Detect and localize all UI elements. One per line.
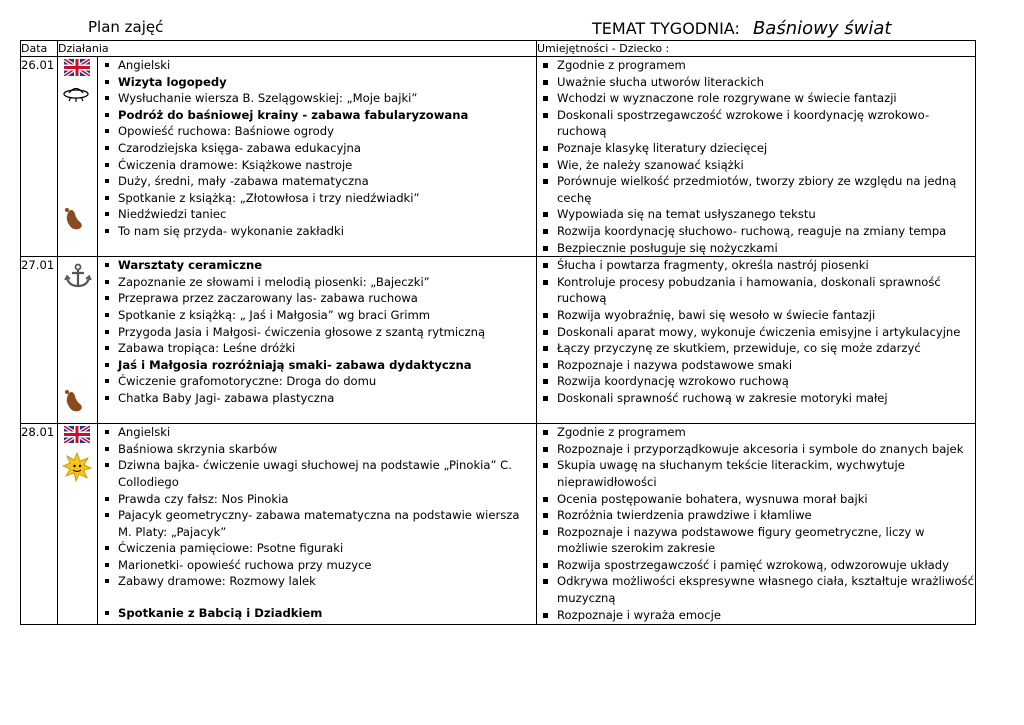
skill-item: Rozpoznaje i nazywa podstawowe figury geometryczne, liczy w możliwie szerokim zakresie bbox=[537, 524, 975, 557]
skill-item: Wchodzi w wyznaczone role rozgrywane w świecie fantazji bbox=[537, 90, 975, 107]
activity-item: Spotkanie z Babcią i Dziadkiem bbox=[98, 605, 536, 622]
activity-item: Angielski bbox=[98, 57, 536, 74]
table-row bbox=[21, 57, 976, 257]
uk-flag-icon bbox=[64, 426, 90, 443]
skill-item: Zgodnie z programem bbox=[537, 424, 975, 441]
day-date: 27.01 bbox=[21, 257, 58, 424]
skill-item: Rozwija spostrzegawczość i pamięć wzrokową, odwzorowuje układy bbox=[537, 557, 975, 574]
day-activities bbox=[98, 57, 537, 257]
day-icons bbox=[58, 424, 98, 625]
skill-item: Wypowiada się na temat usłyszanego tekstu bbox=[537, 206, 975, 223]
anchor-icon bbox=[64, 263, 92, 289]
activity-item: Zabawy dramowe: Rozmowy lalek bbox=[98, 573, 536, 590]
column-header-activities: Działania bbox=[58, 41, 537, 57]
day-skills bbox=[537, 424, 976, 625]
smiling-sun-icon bbox=[62, 452, 92, 482]
skill-item: Doskonali sprawność ruchową w zakresie motoryki małej bbox=[537, 390, 975, 407]
table-row bbox=[21, 257, 976, 424]
activity-item: Wysłuchanie wiersza B. Szelągowskiej: „Moje bajki” bbox=[98, 90, 536, 107]
day-activities bbox=[98, 257, 537, 424]
skill-item: Bezpiecznie posługuje się nożyczkami bbox=[537, 240, 975, 257]
activity-item: Wizyta logopedy bbox=[98, 74, 536, 91]
activity-item: Chatka Baby Jagi- zabawa plastyczna bbox=[98, 390, 536, 407]
column-header-date: Data bbox=[21, 41, 58, 57]
skill-item: Kontroluje procesy pobudzania i hamowania, doskonali sprawność ruchową bbox=[537, 274, 975, 307]
theme-value: Baśniowy świat bbox=[752, 18, 892, 39]
activity-item: To nam się przyda- wykonanie zakładki bbox=[98, 223, 536, 240]
column-header-skills: Umiejętności - Dziecko : bbox=[537, 41, 976, 57]
skill-item: Rozróżnia twierdzenia prawdziwe i kłamliwe bbox=[537, 507, 975, 524]
activity-item: Prawda czy fałsz: Nos Pinokia bbox=[98, 491, 536, 508]
skills-list bbox=[537, 424, 975, 623]
activity-item: Marionetki- opowieść ruchowa przy muzyce bbox=[98, 557, 536, 574]
skill-item: Rozwija wyobraźnię, bawi się wesoło w świecie fantazji bbox=[537, 307, 975, 324]
activity-item: Ćwiczenia pamięciowe: Psotne figuraki bbox=[98, 540, 536, 557]
skill-item: Łączy przyczynę ze skutkiem, przewiduje, co się może zdarzyć bbox=[537, 340, 975, 357]
skill-item: Porównuje wielkość przedmiotów, tworzy zbiory ze względu na jedną cechę bbox=[537, 173, 975, 206]
day-skills bbox=[537, 257, 976, 424]
skill-item: Poznaje klasykę literatury dziecięcej bbox=[537, 140, 975, 157]
skill-item: Rozpoznaje i nazywa podstawowe smaki bbox=[537, 357, 975, 374]
skill-item: Rozwija koordynację słuchowo- ruchową, reaguje na zmiany tempa bbox=[537, 223, 975, 240]
activity-item: Spotkanie z książką: „Złotowłosa i trzy niedźwiadki” bbox=[98, 190, 536, 207]
skill-item: Rozpoznaje i przyporządkowuje akcesoria i symbole do znanych bajek bbox=[537, 441, 975, 458]
footprint-icon bbox=[63, 389, 85, 415]
activity-item: Zapoznanie ze słowami i melodią piosenki: „Bajeczki” bbox=[98, 274, 536, 291]
day-skills bbox=[537, 57, 976, 257]
activity-item: Baśniowa skrzynia skarbów bbox=[98, 441, 536, 458]
activity-item: Zabawa tropiąca: Leśne dróżki bbox=[98, 340, 536, 357]
skills-list bbox=[537, 257, 975, 406]
activity-item: Niedźwiedzi taniec bbox=[98, 206, 536, 223]
table-header-row bbox=[21, 41, 976, 57]
uk-flag-icon bbox=[64, 59, 90, 76]
activity-item: Podróż do baśniowej krainy - zabawa fabularyzowana bbox=[98, 107, 536, 124]
day-activities bbox=[98, 424, 537, 625]
activity-item: Ćwiczenia dramowe: Książkowe nastroje bbox=[98, 157, 536, 174]
plan-table bbox=[20, 40, 976, 625]
activity-item: Czarodziejska księga- zabawa edukacyjna bbox=[98, 140, 536, 157]
skill-item: Zgodnie z programem bbox=[537, 57, 975, 74]
skill-item: Wie, że należy szanować książki bbox=[537, 157, 975, 174]
skills-list bbox=[537, 57, 975, 256]
theme-label: TEMAT TYGODNIA: bbox=[592, 19, 740, 38]
plan-title: Plan zajęć bbox=[88, 18, 164, 36]
day-icons bbox=[58, 257, 98, 424]
activity-item: Spotkanie z książką: „ Jaś i Małgosia” wg braci Grimm bbox=[98, 307, 536, 324]
skill-item: Śłucha i powtarza fragmenty, określa nastrój piosenki bbox=[537, 257, 975, 274]
skill-item: Rozwija koordynację wzrokowo ruchową bbox=[537, 373, 975, 390]
skill-item: Skupia uwagę na słuchanym tekście literackim, wychwytuje nieprawidłowości bbox=[537, 457, 975, 490]
activities-list bbox=[98, 424, 536, 622]
skill-item: Ocenia postępowanie bohatera, wysnuwa morał bajki bbox=[537, 491, 975, 508]
skill-item: Doskonali spostrzegawczość wzrokowe i koordynację wzrokowo- ruchową bbox=[537, 107, 975, 140]
activities-list bbox=[98, 57, 536, 240]
table-row bbox=[21, 424, 976, 625]
skill-item: Uważnie słucha utworów literackich bbox=[537, 74, 975, 91]
activity-item: Angielski bbox=[98, 424, 536, 441]
activity-item: Pajacyk geometryczny- zabawa matematyczna na podstawie wiersza M. Platy: „Pajacyk” bbox=[98, 507, 536, 540]
activity-item: Przeprawa przez zaczarowany las- zabawa ruchowa bbox=[98, 290, 536, 307]
ufo-saucer-icon bbox=[62, 83, 90, 103]
activity-item: Dziwna bajka- ćwiczenie uwagi słuchowej na podstawie „Pinokia” C. Collodiego bbox=[98, 457, 536, 490]
skill-item: Doskonali aparat mowy, wykonuje ćwiczenia emisyjne i artykulacyjne bbox=[537, 324, 975, 341]
day-date: 26.01 bbox=[21, 57, 58, 257]
activity-item: Opowieść ruchowa: Baśniowe ogrody bbox=[98, 123, 536, 140]
week-theme bbox=[592, 18, 891, 39]
footprint-icon bbox=[63, 207, 85, 233]
day-date: 28.01 bbox=[21, 424, 58, 625]
skill-item: Rozpoznaje i wyraża emocje bbox=[537, 607, 975, 624]
activity-item: Ćwiczenie grafomotoryczne: Droga do domu bbox=[98, 373, 536, 390]
skill-item: Odkrywa możliwości ekspresywne własnego ciała, kształtuje wrażliwość muzyczną bbox=[537, 573, 975, 606]
day-icons bbox=[58, 57, 98, 257]
activity-item: Jaś i Małgosia rozróżniają smaki- zabawa dydaktyczna bbox=[98, 357, 536, 374]
activity-item: Duży, średni, mały -zabawa matematyczna bbox=[98, 173, 536, 190]
activity-item: Warsztaty ceramiczne bbox=[98, 257, 536, 274]
activities-list bbox=[98, 257, 536, 406]
activity-item: Przygoda Jasia i Małgosi- ćwiczenia głosowe z szantą rytmiczną bbox=[98, 324, 536, 341]
